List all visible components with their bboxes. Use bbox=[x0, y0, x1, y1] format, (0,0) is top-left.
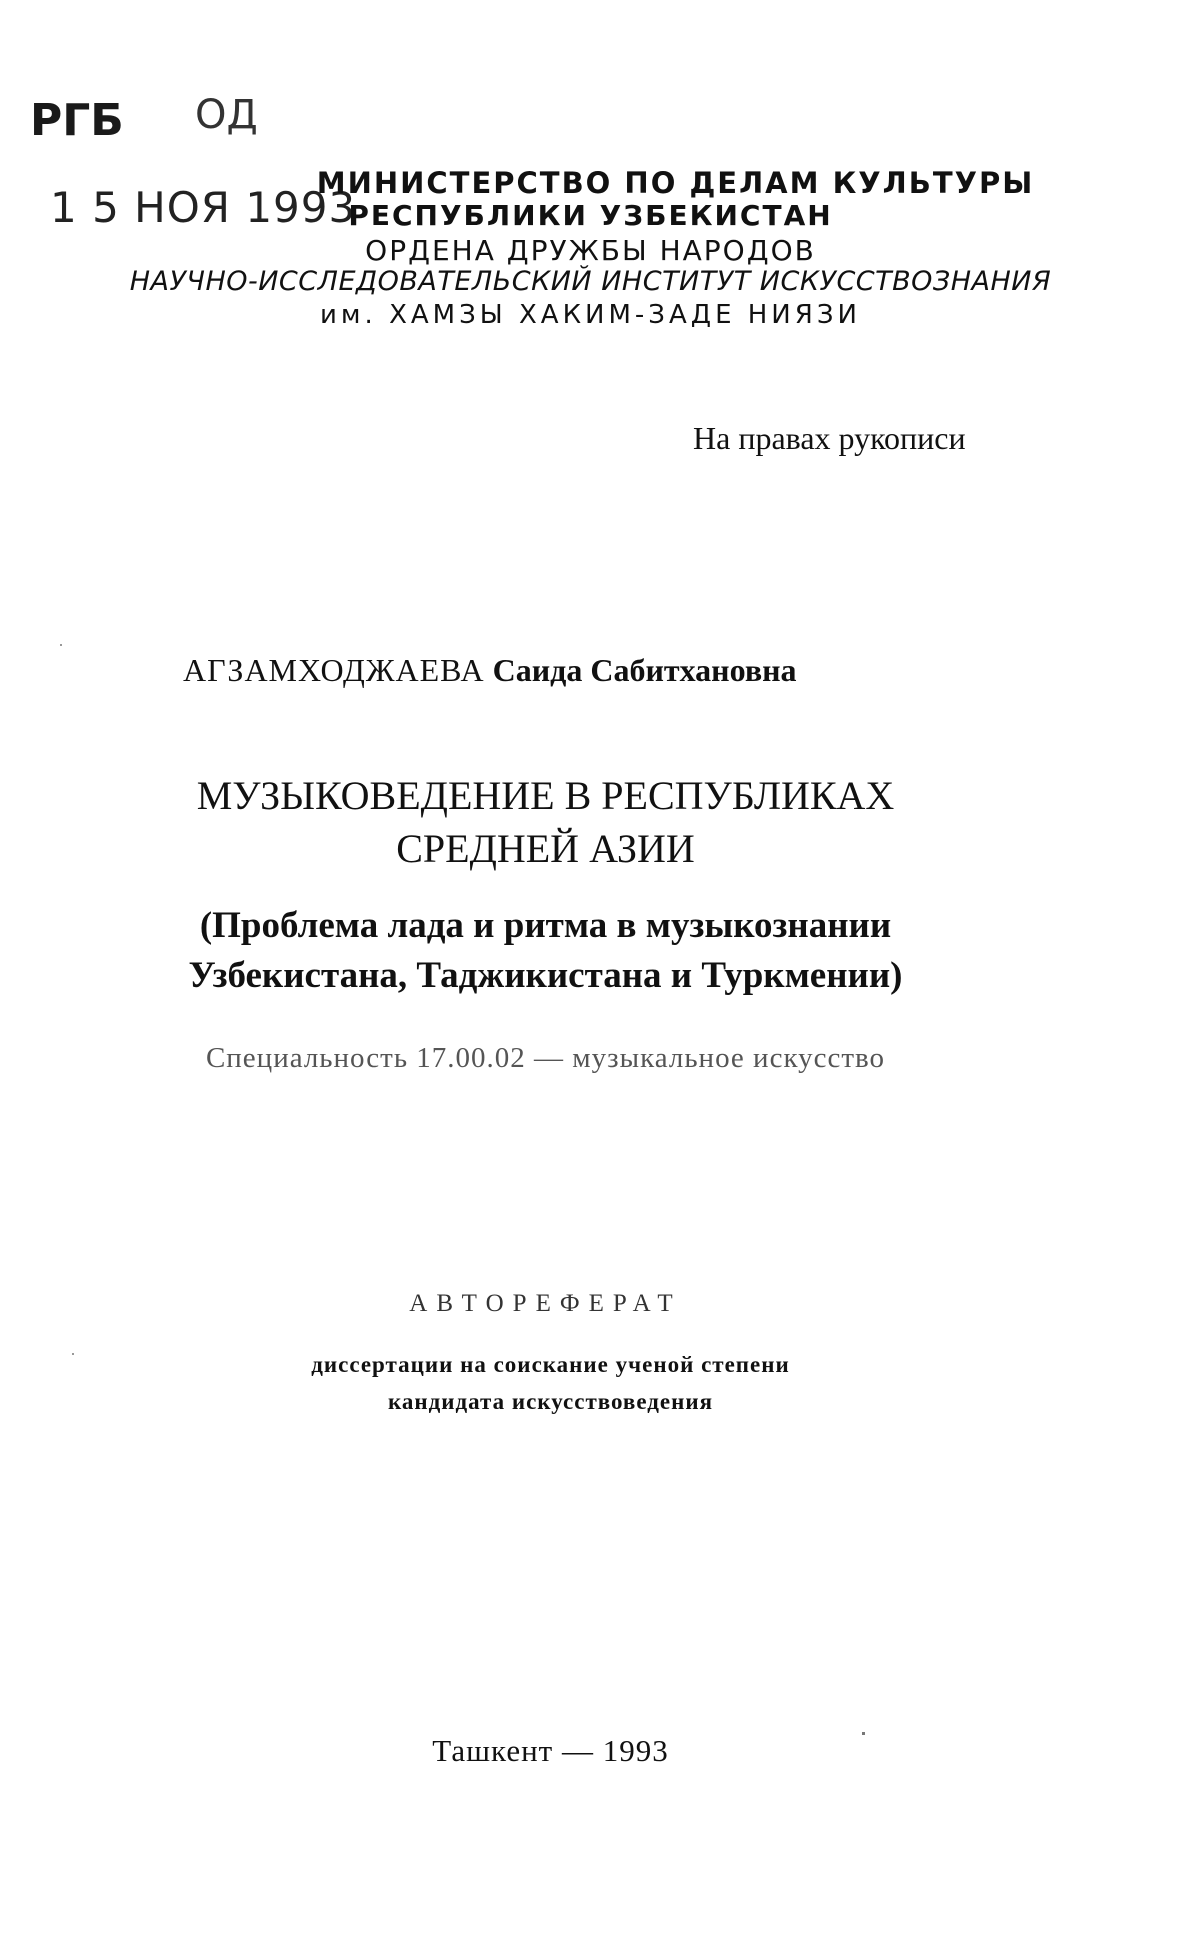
author-surname: АГЗАМХОДЖАЕВА bbox=[183, 652, 485, 688]
stamp-code: РГБ bbox=[30, 95, 124, 146]
title-line-2: СРЕДНЕЙ АЗИИ bbox=[396, 826, 695, 871]
author-name bbox=[183, 652, 797, 689]
subtitle-line-2: Узбекистана, Таджикистана и Туркмении) bbox=[188, 955, 903, 996]
header-republic: РЕСПУБЛИКИ УЗБЕКИСТАН bbox=[348, 199, 833, 232]
specialty: Специальность 17.00.02 — музыкальное искусство bbox=[205, 1042, 886, 1074]
subtitle-line-1: (Проблема лада и ритма в музыкознании bbox=[199, 905, 892, 946]
header-order: ОРДЕНА ДРУЖБЫ НАРОДОВ bbox=[365, 234, 816, 267]
library-stamp-suffix: ОД bbox=[195, 92, 258, 138]
library-stamp-date: 1 5 НОЯ 1993 bbox=[50, 183, 357, 232]
scan-speck bbox=[862, 1732, 865, 1735]
abstract-line-2: кандидата искусствоведения bbox=[387, 1389, 714, 1414]
manuscript-note: На правах рукописи bbox=[693, 420, 966, 456]
header-ministry: МИНИСТЕРСТВО ПО ДЕЛАМ КУЛЬТУРЫ bbox=[316, 166, 1035, 200]
abstract-line-1: диссертации на соискание ученой степени bbox=[311, 1352, 790, 1377]
abstract-label: АВТОРЕФЕРАТ bbox=[409, 1290, 682, 1317]
scan-speck bbox=[60, 644, 62, 646]
author-given-name: Саида Сабитхановна bbox=[492, 652, 797, 688]
footer-city-year: Ташкент — 1993 bbox=[432, 1733, 669, 1768]
library-stamp-code bbox=[30, 95, 124, 146]
title-line-1: МУЗЫКОВЕДЕНИЕ В РЕСПУБЛИКАХ bbox=[196, 773, 895, 818]
scan-speck bbox=[72, 1353, 74, 1355]
header-institute: НАУЧНО-ИССЛЕДОВАТЕЛЬСКИЙ ИНСТИТУТ ИСКУССТВОЗНАНИЯ bbox=[129, 266, 1052, 297]
header-named-after: им. ХАМЗЫ ХАКИМ-ЗАДЕ НИЯЗИ bbox=[320, 300, 861, 330]
